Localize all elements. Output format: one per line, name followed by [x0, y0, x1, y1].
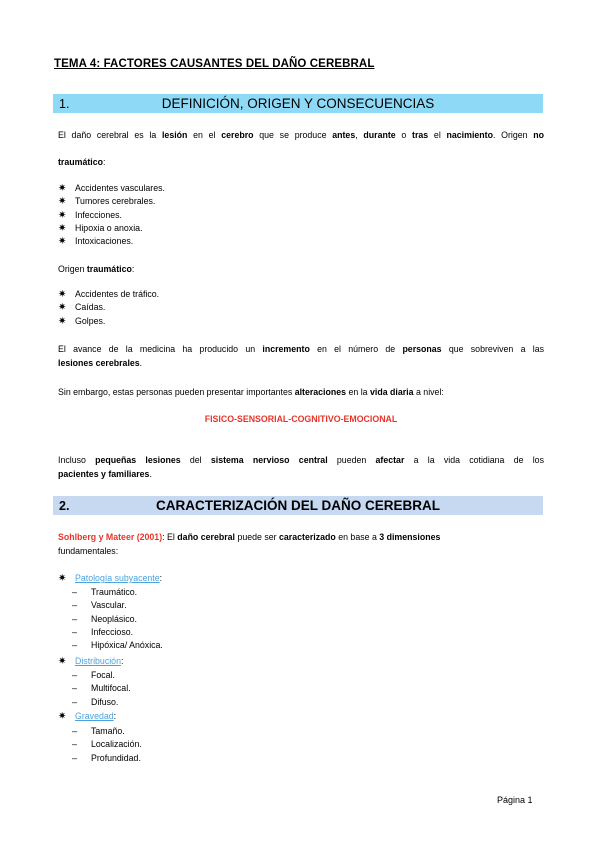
star-bullet-icon: ✷ — [58, 196, 67, 208]
small-lesions-paragraph: Incluso pequeñas lesiones del sistema nervioso central pueden afectar a la vida cotidiana de los — [58, 455, 544, 465]
section-number: 2. — [59, 499, 70, 513]
severity-sublist — [58, 725, 142, 765]
list-item: ✷ Caídas. — [58, 302, 106, 314]
dash-bullet-icon: – — [72, 752, 78, 763]
dash-bullet-icon: – — [72, 696, 78, 707]
section-2-header — [53, 496, 543, 515]
star-bullet-icon: ✷ — [58, 289, 67, 300]
star-bullet-icon: ✷ — [58, 302, 67, 314]
dash-bullet-icon: – — [72, 726, 78, 736]
dimension-link[interactable]: Distribución — [75, 656, 121, 666]
list-item: – Multifocal. — [58, 682, 131, 695]
dash-bullet-icon: – — [72, 587, 78, 597]
traumatic-label: Origen traumático: — [58, 264, 135, 274]
dimension-link[interactable]: Gravedad — [75, 711, 114, 721]
medicine-paragraph-line2: lesiones cerebrales. — [58, 358, 143, 368]
list-item: – Infeccioso. — [58, 626, 163, 639]
list-item: – Focal. — [58, 669, 131, 682]
star-bullet-icon: ✷ — [58, 573, 67, 584]
medicine-paragraph: El avance de la medicina ha producido un incremento en el número de personas que sobreviven a las — [58, 344, 545, 354]
traumatic-list — [58, 288, 159, 328]
star-bullet-icon: ✷ — [58, 236, 67, 248]
star-bullet-icon: ✷ — [58, 183, 67, 194]
list-item: ✷ Hipoxia o anoxia. — [58, 222, 143, 234]
dash-bullet-icon: – — [72, 600, 78, 611]
star-bullet-icon: ✷ — [58, 209, 67, 221]
section-title: CARACTERIZACIÓN DEL DAÑO CEREBRAL — [155, 498, 440, 513]
list-item: – Profundidad. — [58, 752, 142, 765]
list-item: – Tamaño. — [58, 725, 142, 738]
levels-text: FISICO-SENSORIAL-COGNITIVO-EMOCIONAL — [204, 414, 398, 424]
citation: Sohlberg y Mateer (2001) — [58, 532, 163, 542]
dash-bullet-icon: – — [72, 739, 78, 750]
dimension-item: ✷ Gravedad: — [58, 711, 117, 722]
dash-bullet-icon: – — [72, 640, 78, 651]
page-number: Página 1 — [497, 795, 533, 805]
page-title: TEMA 4: FACTORES CAUSANTES DEL DAÑO CEREBRAL — [54, 58, 375, 70]
non-traumatic-list — [58, 182, 165, 248]
distribution-sublist — [58, 669, 131, 709]
dash-bullet-icon: – — [72, 683, 78, 694]
definition-paragraph: El daño cerebral es la lesión en el cerebro que se produce antes, durante o tras el nacimiento. Origen no — [58, 130, 545, 140]
small-lesions-paragraph-line2: pacientes y familiares. — [58, 469, 152, 479]
list-item: ✷ Intoxicaciones. — [58, 236, 134, 248]
characterization-paragraph: Sohlberg y Mateer (2001): El daño cerebral puede ser caracterizado en base a 3 dimensiones — [58, 532, 441, 542]
dimensions-list — [58, 710, 116, 723]
pathology-sublist — [58, 586, 163, 652]
section-number: 1. — [59, 97, 70, 111]
definition-paragraph-line2: traumático: — [58, 157, 106, 167]
list-item: – Neoplásico. — [58, 613, 163, 626]
star-bullet-icon: ✷ — [58, 711, 67, 722]
dimension-item: ✷ Patología subyacente: — [58, 573, 163, 584]
dash-bullet-icon: – — [72, 670, 78, 680]
dash-bullet-icon: – — [72, 613, 78, 624]
alterations-paragraph: Sin embargo, estas personas pueden presentar importantes alteraciones en la vida diaria a nivel: — [58, 387, 444, 397]
dimension-link[interactable]: Patología subyacente — [75, 573, 160, 583]
star-bullet-icon: ✷ — [58, 222, 67, 234]
list-item: – Hipóxica/ Anóxica. — [58, 639, 163, 652]
list-item: – Traumático. — [58, 586, 163, 599]
list-item: ✷ Tumores cerebrales. — [58, 196, 156, 208]
list-item: ✷ Infecciones. — [58, 209, 122, 221]
list-item: – Vascular. — [58, 599, 163, 612]
list-item: – Localización. — [58, 738, 142, 751]
dimension-item: ✷ Distribución: — [58, 656, 124, 667]
list-item: ✷ Accidentes de tráfico. — [58, 289, 160, 300]
star-bullet-icon: ✷ — [58, 656, 67, 667]
star-bullet-icon: ✷ — [58, 315, 67, 327]
characterization-paragraph-line2: fundamentales: — [58, 546, 119, 556]
list-item: ✷ Accidentes vasculares. — [58, 183, 165, 194]
dash-bullet-icon: – — [72, 626, 78, 637]
dimensions-list — [58, 655, 123, 668]
section-1-header — [53, 94, 543, 113]
section-title: DEFINICIÓN, ORIGEN Y CONSECUENCIAS — [161, 96, 435, 111]
list-item: ✷ Golpes. — [58, 315, 106, 327]
list-item: – Difuso. — [58, 696, 131, 709]
dimensions-list — [58, 572, 162, 585]
